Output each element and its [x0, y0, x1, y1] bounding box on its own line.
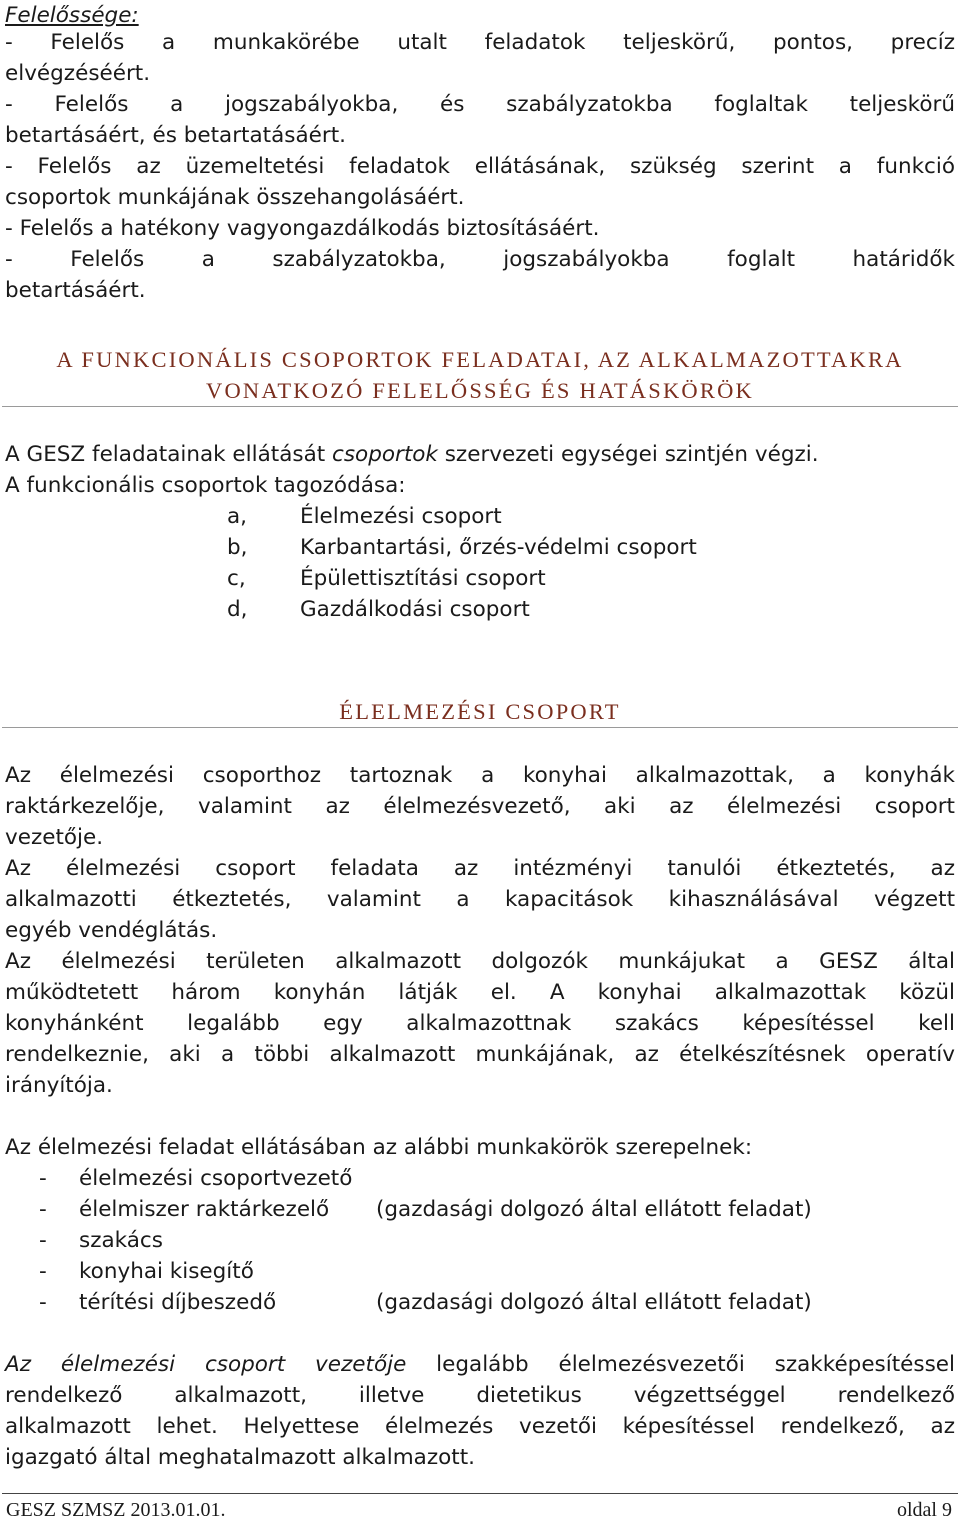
groups-intro-text: A GESZ feladatainak ellátását — [5, 442, 333, 467]
job-name: szakács — [79, 1228, 163, 1253]
footer-document-id: GESZ SZMSZ 2013.01.01. — [6, 1499, 226, 1521]
group-name: Karbantartási, őrzés-védelmi csoport — [300, 535, 697, 560]
group-list-item — [0, 594, 960, 625]
job-list-item — [0, 1256, 960, 1287]
groups-intro-text-end: szervezeti egységei szintjén végzi. — [437, 442, 819, 467]
job-name: térítési díjbeszedő — [79, 1290, 277, 1315]
responsibility-line: betartásáért, és betartatásáért. — [5, 123, 346, 148]
responsibility-line: - Felelős a hatékony vagyongazdálkodás biztosításáért. — [5, 216, 600, 241]
list-dash: - — [39, 1197, 47, 1222]
section-title-line1: A FUNKCIONÁLIS CSOPORTOK FELADATAI, AZ ALKALMAZOTTAKRA — [56, 347, 904, 372]
footer-page-number: oldal 9 — [897, 1499, 952, 1521]
responsibility-line: csoportok munkájának összehangolásáért. — [5, 185, 465, 210]
paragraph-line: működtetett három konyhán látják el. A konyhai alkalmazottak közül — [5, 980, 955, 1005]
responsibility-line: elvégzéséért. — [5, 61, 151, 86]
group-name: Élelmezési csoport — [300, 504, 502, 529]
section-title-elelmezes: ÉLELMEZÉSI CSOPORT — [339, 699, 621, 724]
paragraph-line: vezetője. — [5, 825, 104, 850]
paragraph-line: irányítója. — [5, 1073, 113, 1098]
job-list-item — [0, 1163, 960, 1194]
paragraph-line: Az élelmezési csoport feladata az intézményi tanulói étkeztetés, az — [5, 856, 955, 881]
paragraph-line: Az élelmezési csoporthoz tartoznak a konyhai alkalmazottak, a konyhák — [5, 763, 955, 788]
job-list-item — [0, 1287, 960, 1318]
list-dash: - — [39, 1290, 47, 1315]
paragraph-line: konyhánként legalább egy alkalmazottnak szakács képesítéssel kell — [5, 1011, 955, 1036]
leader-paragraph-first-line — [5, 1349, 955, 1380]
paragraph-line: alkalmazott lehet. Helyettese élelmezés vezetői képesítéssel rendelkező, az — [5, 1414, 955, 1439]
responsibility-line: - Felelős a szabályzatokba, jogszabályokba foglalt határidők — [5, 247, 955, 272]
responsibility-line: betartásáért. — [5, 278, 146, 303]
group-letter: d, — [227, 597, 248, 622]
list-dash: - — [39, 1259, 47, 1284]
job-name: élelmiszer raktárkezelő — [79, 1197, 330, 1222]
group-name: Épülettisztítási csoport — [300, 566, 546, 591]
section-title-line2: VONATKOZÓ FELELŐSSÉG ÉS HATÁSKÖRÖK — [206, 378, 754, 403]
responsibilities-heading: Felelőssége: — [5, 3, 139, 28]
section-divider — [2, 727, 958, 728]
group-list-item — [0, 563, 960, 594]
group-letter: c, — [227, 566, 246, 591]
paragraph-line: rendelkező alkalmazott, illetve dietetikus végzettséggel rendelkező — [5, 1383, 955, 1408]
job-name: élelmezési csoportvezető — [79, 1166, 353, 1191]
job-note: (gazdasági dolgozó által ellátott feladat) — [376, 1197, 812, 1222]
leader-italic: Az élelmezési csoport vezetője — [5, 1352, 407, 1377]
responsibility-line: - Felelős a munkakörébe utalt feladatok teljeskörű, pontos, precíz — [5, 30, 955, 55]
group-letter: a, — [227, 504, 248, 529]
group-list-item — [0, 532, 960, 563]
paragraph-line: Az élelmezési területen alkalmazott dolgozók munkájukat a GESZ által — [5, 949, 955, 974]
list-dash: - — [39, 1166, 47, 1191]
group-name: Gazdálkodási csoport — [300, 597, 530, 622]
paragraph-line: egyéb vendéglátás. — [5, 918, 218, 943]
leader-line-rest: legalább élelmezésvezetői szakképesítéssel — [406, 1352, 955, 1377]
responsibility-line: - Felelős az üzemeltetési feladatok ellátásának, szükség szerint a funkció — [5, 154, 955, 179]
job-list-item — [0, 1194, 960, 1225]
paragraph-line: igazgató által meghatalmazott alkalmazott. — [5, 1445, 475, 1470]
footer-divider — [2, 1493, 958, 1494]
section-divider — [2, 406, 958, 407]
list-dash: - — [39, 1228, 47, 1253]
groups-intro — [5, 439, 955, 470]
job-list-item — [0, 1225, 960, 1256]
responsibility-line: - Felelős a jogszabályokba, és szabályzatokba foglaltak teljeskörű — [5, 92, 955, 117]
job-note: (gazdasági dolgozó által ellátott feladat) — [376, 1290, 812, 1315]
job-name: konyhai kisegítő — [79, 1259, 254, 1284]
paragraph-line: alkalmazotti étkeztetés, valamint a kapacitások kihasználásával végzett — [5, 887, 955, 912]
groups-intro-italic: csoportok — [332, 442, 438, 467]
groups-breakdown-label: A funkcionális csoportok tagozódása: — [5, 473, 406, 498]
paragraph-line: rendelkeznie, aki a többi alkalmazott munkájának, az ételkészítésnek operatív — [5, 1042, 955, 1067]
group-list-item — [0, 501, 960, 532]
paragraph-line: raktárkezelője, valamint az élelmezésvezető, aki az élelmezési csoport — [5, 794, 955, 819]
group-letter: b, — [227, 535, 248, 560]
jobs-intro: Az élelmezési feladat ellátásában az alábbi munkakörök szerepelnek: — [5, 1135, 753, 1160]
